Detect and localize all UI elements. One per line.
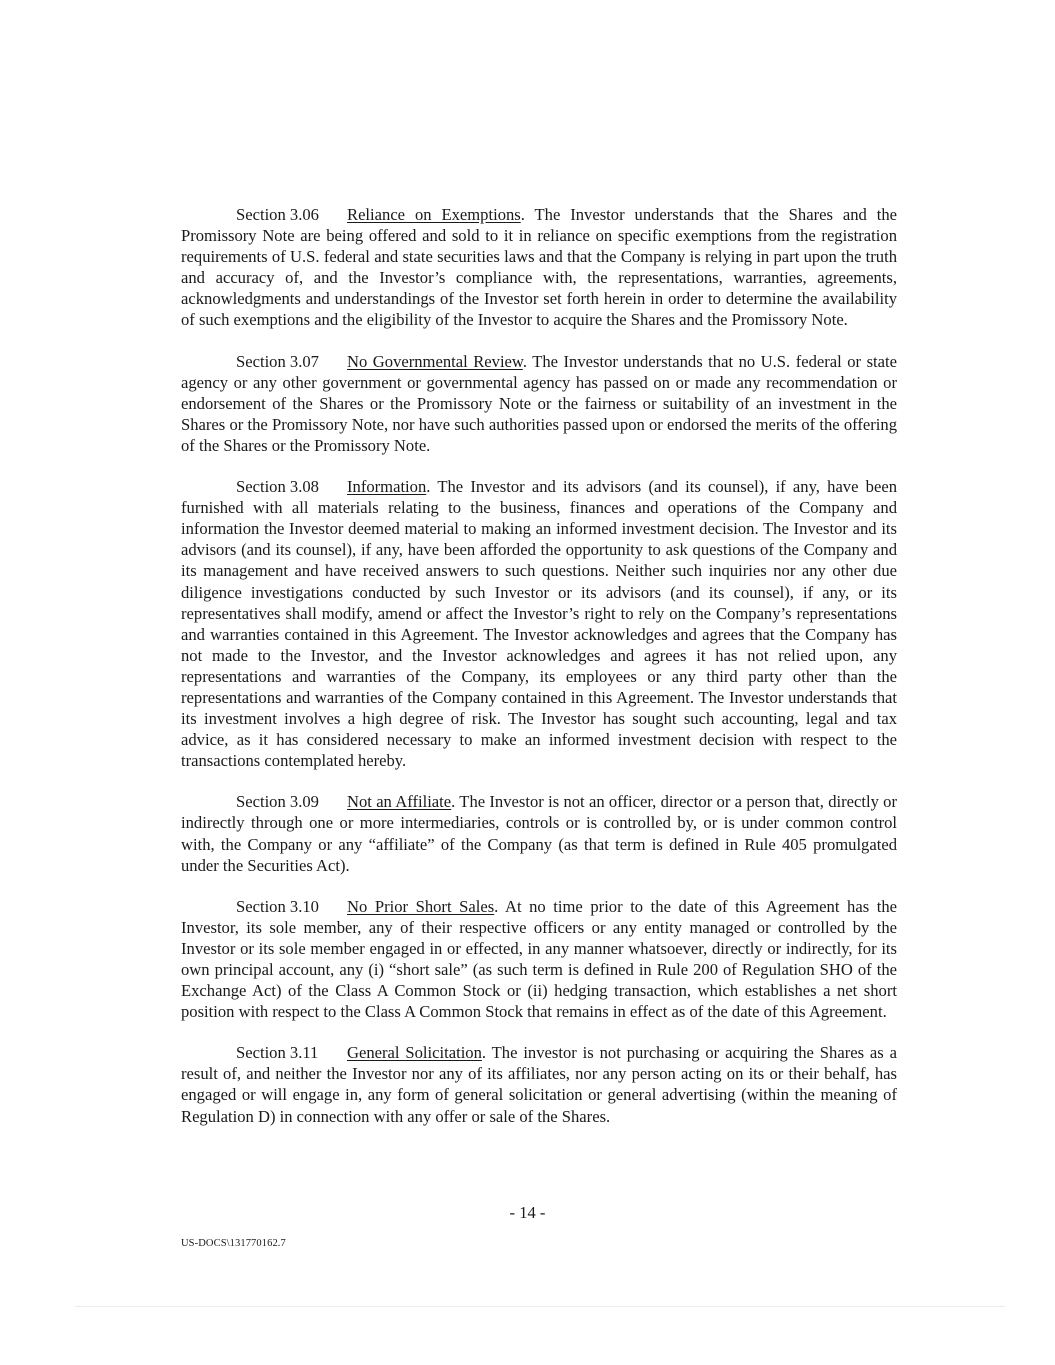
section-number: Section 3.08 bbox=[236, 477, 319, 497]
section-heading: No Prior Short Sales bbox=[347, 896, 495, 916]
section-heading: General Solicitation bbox=[347, 1043, 482, 1063]
document-id: US-DOCS\131770162.7 bbox=[181, 1238, 286, 1249]
section-heading: Reliance on Exemptions bbox=[347, 205, 521, 224]
section-3-09 bbox=[181, 791, 897, 875]
section-number: Section 3.10 bbox=[236, 896, 319, 916]
section-3-10 bbox=[181, 896, 897, 1023]
page-number: - 14 - bbox=[509, 1203, 546, 1222]
section-3-07 bbox=[181, 351, 897, 456]
section-text: . The Investor understands that the Shares and the Promissory Note are being offered and sold to it in reliance on specific exemptions from the registration requirements of U.S. federal and state securities laws and that the Company is relying in part upon the truth and accuracy of, and the Investor’s compliance with, the representations, warranties, agreements, acknowledgments and understandings of the Investor set forth herein in order to determine the availability of such exemptions and the eligibility of the Investor to acquire the Shares and the Promissory Note. bbox=[181, 205, 897, 330]
document-body bbox=[181, 204, 897, 1147]
section-text: . The investor is not purchasing or acquiring the Shares as a result of, and neither the Investor nor any of its affiliates, nor any person acting on its or their behalf, has engaged or will engage in, any form of general solicitation or general advertising (within the meaning of Regulation D) in connection with any offer or sale of the Shares. bbox=[181, 1043, 897, 1126]
section-number: Section 3.09 bbox=[236, 792, 319, 812]
section-heading: Information bbox=[347, 477, 427, 497]
section-heading: No Governmental Review bbox=[347, 351, 523, 371]
section-heading: Not an Affiliate bbox=[347, 792, 452, 812]
section-3-06 bbox=[181, 204, 897, 331]
section-text: . The Investor is not an officer, director or a person that, directly or indirectly through one or more intermediaries, controls or is controlled by, or is under common control with, the Company or any “affiliate” of the Company (as that term is defined in Rule 405 promulgated under the Securities Act). bbox=[181, 792, 898, 875]
section-text: . At no time prior to the date of this Agreement has the Investor, its sole member, any of their respective officers or any entity managed or controlled by the Investor or its sole member engaged in or effected, in any manner whatsoever, directly or indirectly, for its own principal account, any (i) “short sale” (as such term is defined in Rule 200 of Regulation SHO of the Exchange Act) of the Class A Common Stock or (ii) hedging transaction, which establishes a net short position with respect to the Class A Common Stock that remains in effect as of the date of this Agreement. bbox=[181, 896, 897, 1022]
section-3-08 bbox=[181, 476, 897, 771]
section-number: Section 3.06 bbox=[236, 205, 319, 224]
section-text: . The Investor understands that no U.S. federal or state agency or any other government or governmental agency has passed on or made any recommendation or endorsement of the Shares or the Promissory Note or the fairness or suitability of an investment in the Shares or the Promissory Note, nor have such authorities passed upon or endorsed the merits of the offering of the Shares or the Promissory Note. bbox=[181, 351, 897, 455]
section-text: . The Investor and its advisors (and its counsel), if any, have been furnished with all materials relating to the business, finances and operations of the Company and information the Investor deemed material to making an informed investment decision. The Investor and its advisors (and its counsel), if any, have been afforded the opportunity to ask questions of the Company and its management and have received answers to such questions. Neither such inquiries nor any other due diligence investigations conducted by such Investor or its advisors (and its counsel), if any, or its representatives shall modify, amend or affect the Investor’s right to rely on the Company’s representations and warranties contained in this Agreement. The Investor acknowledges and agrees that the Company has not made to the Investor, and the Investor acknowledges and agrees it has not relied upon, any representations and warranties of the Company, its employees or any third party other than the representations and warranties of the Company contained in this Agreement. The Investor understands that its investment involves a high degree of risk. The Investor has sought such accounting, legal and tax advice, as it has considered necessary to make an informed investment decision with respect to the transactions contemplated hereby. bbox=[181, 477, 897, 771]
page-bottom-divider bbox=[75, 1306, 1005, 1307]
section-number: Section 3.11 bbox=[236, 1043, 319, 1063]
section-3-11 bbox=[181, 1042, 897, 1126]
section-number: Section 3.07 bbox=[236, 351, 319, 371]
